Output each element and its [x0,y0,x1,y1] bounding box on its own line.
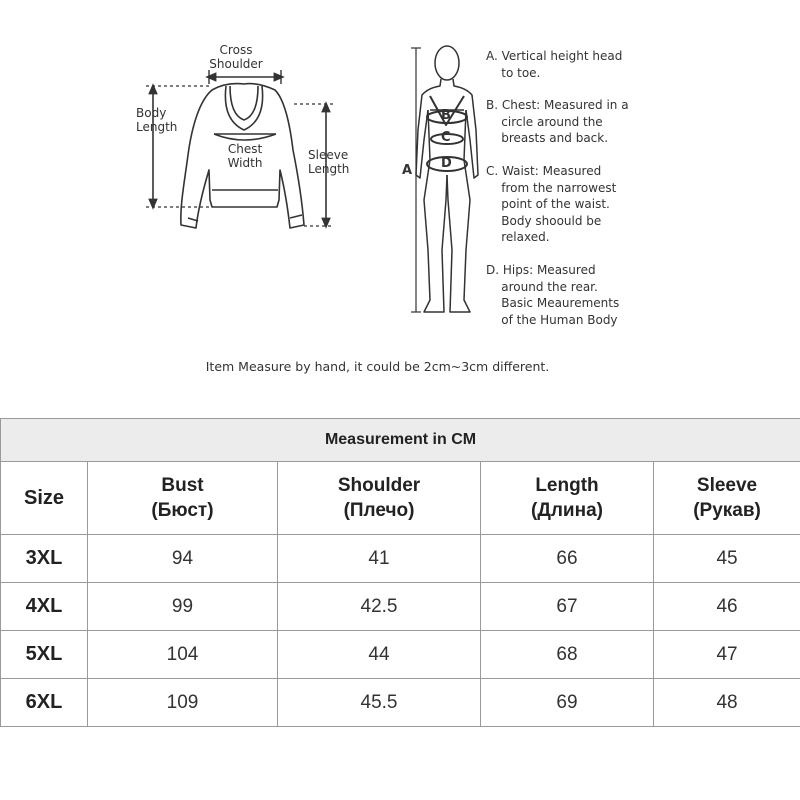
header-shoulder-translation: (Плечо) [343,500,415,521]
header-length-translation: (Длина) [531,500,603,521]
note-c: C. Waist: Measured from the narrowest point of the waist. Body shoould be relaxed. [486,164,617,244]
length-cell: 68 [481,631,654,679]
shoulder-cell: 42.5 [278,583,481,631]
point-a-label: A [402,163,413,178]
size-cell: 4XL [1,583,88,631]
chest-width-label-line2: Width [227,156,263,170]
header-bust-label: Bust [161,475,204,496]
length-cell: 66 [481,535,654,583]
header-shoulder-label: Shoulder [337,475,421,496]
table-row [1,679,800,727]
table-title-row [1,419,800,462]
size-chart-table [0,418,800,727]
sleeve-length-label-line2: Length [308,162,350,176]
chest-width-label-line1: Chest [227,142,263,156]
body-length-label-line1: Body [136,106,167,120]
sleeve-cell: 46 [654,583,800,631]
header-shoulder [278,462,481,535]
size-cell: 5XL [1,631,88,679]
length-cell: 67 [481,583,654,631]
header-bust [88,462,278,535]
header-sleeve [654,462,800,535]
cross-shoulder-label-line2: Shoulder [209,57,263,71]
header-bust-translation: (Бюст) [151,500,214,521]
sleeve-cell: 47 [654,631,800,679]
sleeve-cell: 45 [654,535,800,583]
header-length [481,462,654,535]
cross-shoulder-label-line1: Cross [219,43,253,57]
shoulder-cell: 45.5 [278,679,481,727]
bust-cell: 104 [88,631,278,679]
table-title: Measurement in CM [1,419,800,462]
point-c-label: C [441,130,451,145]
body-length-label-line2: Length [136,120,178,134]
measurement-diagram [0,0,800,380]
bust-cell: 94 [88,535,278,583]
table-row [1,535,800,583]
sleeve-length-label-line1: Sleeve [308,148,349,162]
bust-cell: 99 [88,583,278,631]
note-d: D. Hips: Measured around the rear. Basic Meaurements of the Human Body [486,263,620,327]
diagram-drawing [0,0,800,380]
note-a: A. Vertical height head to toe. [486,49,623,80]
size-cell: 3XL [1,535,88,583]
size-cell: 6XL [1,679,88,727]
cross-shoulder-label [206,43,266,71]
shoulder-cell: 41 [278,535,481,583]
body-length-label [136,106,186,134]
shoulder-cell: 44 [278,631,481,679]
sleeve-cell: 48 [654,679,800,727]
header-length-label: Length [535,475,599,496]
table-header-row [1,462,800,535]
length-cell: 69 [481,679,654,727]
bust-cell: 109 [88,679,278,727]
sleeve-length-label [308,148,358,176]
human-figure-icon [416,46,478,312]
point-d-label: D [441,156,452,171]
header-size-label: Size [23,486,65,509]
note-b: B. Chest: Measured in a circle around the breasts and back. [486,98,629,145]
measurement-caption: Item Measure by hand, it could be 2cm~3cm different. [205,359,550,374]
point-b-label: B [441,108,451,123]
table-row [1,583,800,631]
table-row [1,631,800,679]
header-size [1,462,88,535]
header-sleeve-label: Sleeve [696,475,758,496]
header-sleeve-translation: (Рукав) [693,500,761,521]
chest-width-label [220,142,270,170]
